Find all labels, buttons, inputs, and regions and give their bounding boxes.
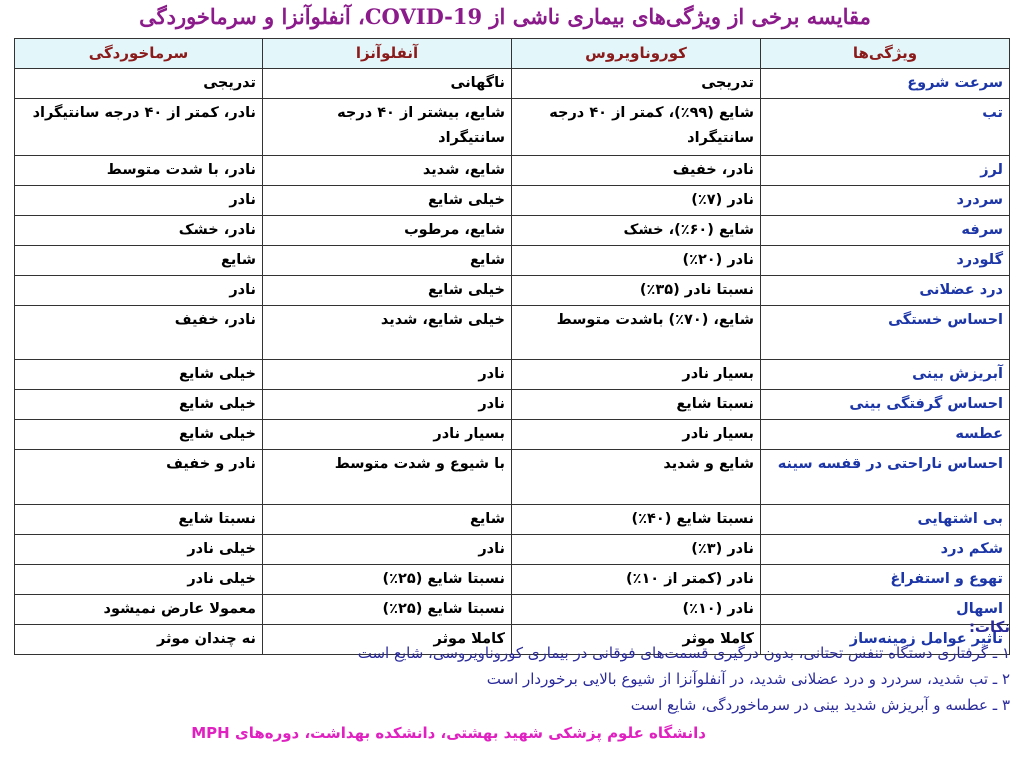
feature-cell: آبریزش بینی bbox=[761, 360, 1010, 390]
feature-cell: شکم درد bbox=[761, 535, 1010, 565]
table-row bbox=[15, 306, 1010, 360]
coronavirus-cell: شایع و شدید bbox=[512, 450, 761, 505]
coronavirus-cell: نادر، خفیف bbox=[512, 156, 761, 186]
document-title: مقایسه برخی از ویژگی‌های بیماری ناشی از COVID-19، آنفلوآنزا و سرماخوردگی bbox=[139, 4, 871, 29]
header-influenza: آنفلوآنزا bbox=[263, 39, 512, 69]
coronavirus-cell: شایع، (۷۰٪) باشدت متوسط bbox=[512, 306, 761, 360]
feature-cell: احساس خستگی bbox=[761, 306, 1010, 360]
notes-title: نکات: bbox=[968, 618, 1010, 636]
coronavirus-cell: شایع (۶۰٪)، خشک bbox=[512, 216, 761, 246]
influenza-cell: خیلی شایع bbox=[263, 186, 512, 216]
coronavirus-cell: نادر (۷٪) bbox=[512, 186, 761, 216]
header-features: ویژگی‌ها bbox=[761, 39, 1010, 69]
table-row bbox=[15, 216, 1010, 246]
coronavirus-cell: نادر (۲۰٪) bbox=[512, 246, 761, 276]
table-row bbox=[15, 246, 1010, 276]
table-row bbox=[15, 535, 1010, 565]
footer-credit: دانشگاه علوم پزشکی شهید بهشتی، دانشکده بهداشت، دوره‌های MPH bbox=[191, 724, 706, 742]
common-cold-cell: تدریجی bbox=[15, 69, 263, 99]
table-row bbox=[15, 99, 1010, 156]
influenza-cell: خیلی شایع bbox=[263, 276, 512, 306]
table-row bbox=[15, 565, 1010, 595]
common-cold-cell: نادر، کمتر از ۴۰ درجه سانتیگراد bbox=[15, 99, 263, 156]
common-cold-cell: نادر، خفیف bbox=[15, 306, 263, 360]
table-row bbox=[15, 505, 1010, 535]
feature-cell: لرز bbox=[761, 156, 1010, 186]
influenza-cell: شایع bbox=[263, 505, 512, 535]
feature-cell: سردرد bbox=[761, 186, 1010, 216]
common-cold-cell: خیلی شایع bbox=[15, 390, 263, 420]
influenza-cell: شایع، شدید bbox=[263, 156, 512, 186]
common-cold-cell: نسبتا شایع bbox=[15, 505, 263, 535]
influenza-cell: خیلی شایع، شدید bbox=[263, 306, 512, 360]
coronavirus-cell: تدریجی bbox=[512, 69, 761, 99]
header-common-cold: سرماخوردگی bbox=[15, 39, 263, 69]
common-cold-cell: خیلی نادر bbox=[15, 535, 263, 565]
note-item: ۳ ـ عطسه و آبریزش شدید بینی در سرماخوردگی، شایع است bbox=[630, 696, 1010, 714]
influenza-cell: با شیوع و شدت متوسط bbox=[263, 450, 512, 505]
table-header-row bbox=[15, 39, 1010, 69]
notes-section bbox=[20, 614, 1010, 718]
influenza-cell: شایع، مرطوب bbox=[263, 216, 512, 246]
table-row bbox=[15, 69, 1010, 99]
influenza-cell: بسیار نادر bbox=[263, 420, 512, 450]
common-cold-cell: خیلی شایع bbox=[15, 360, 263, 390]
note-item: ۲ ـ تب شدید، سردرد و درد عضلانی شدید، در آنفلوآنزا از شیوع بالایی برخوردار است bbox=[486, 670, 1010, 688]
table-row bbox=[15, 450, 1010, 505]
coronavirus-cell: نسبتا نادر (۳۵٪) bbox=[512, 276, 761, 306]
common-cold-cell: شایع bbox=[15, 246, 263, 276]
common-cold-cell: نادر bbox=[15, 276, 263, 306]
feature-cell: درد عضلانی bbox=[761, 276, 1010, 306]
feature-cell: تب bbox=[761, 99, 1010, 156]
influenza-cell: شایع، بیشتر از ۴۰ درجه سانتیگراد bbox=[263, 99, 512, 156]
feature-cell: عطسه bbox=[761, 420, 1010, 450]
common-cold-cell: معمولا عارض نمیشود bbox=[15, 595, 263, 625]
coronavirus-cell: نادر (۳٪) bbox=[512, 535, 761, 565]
influenza-cell: شایع bbox=[263, 246, 512, 276]
common-cold-cell: خیلی نادر bbox=[15, 565, 263, 595]
coronavirus-cell: بسیار نادر bbox=[512, 360, 761, 390]
influenza-cell: نادر bbox=[263, 360, 512, 390]
table-row bbox=[15, 420, 1010, 450]
comparison-table bbox=[14, 38, 1010, 655]
influenza-cell: ناگهانی bbox=[263, 69, 512, 99]
coronavirus-cell: نسبتا شایع (۴۰٪) bbox=[512, 505, 761, 535]
coronavirus-cell: شایع (۹۹٪)، کمتر از ۴۰ درجه سانتیگراد bbox=[512, 99, 761, 156]
feature-cell: اسهال bbox=[761, 595, 1010, 625]
table-row bbox=[15, 276, 1010, 306]
influenza-cell: نادر bbox=[263, 535, 512, 565]
influenza-cell: نسبتا شایع (۲۵٪) bbox=[263, 595, 512, 625]
influenza-cell: نادر bbox=[263, 390, 512, 420]
coronavirus-cell: نادر (۱۰٪) bbox=[512, 595, 761, 625]
common-cold-cell: نادر و خفیف bbox=[15, 450, 263, 505]
table-row bbox=[15, 360, 1010, 390]
table-row bbox=[15, 186, 1010, 216]
feature-cell: تاثیر عوامل زمینه‌ساز bbox=[761, 625, 1010, 655]
influenza-cell: نسبتا شایع (۲۵٪) bbox=[263, 565, 512, 595]
coronavirus-cell: کاملا موثر bbox=[512, 625, 761, 655]
note-item: ۱ ـ گرفتاری دستگاه تنفس تحتانی، بدون درگیری قسمت‌های فوقانی در بیماری کوروناویروسی، شایع است bbox=[357, 644, 1010, 662]
feature-cell: سرفه bbox=[761, 216, 1010, 246]
common-cold-cell: نادر bbox=[15, 186, 263, 216]
feature-cell: احساس ناراحتی در قفسه سینه bbox=[761, 450, 1010, 505]
feature-cell: گلودرد bbox=[761, 246, 1010, 276]
coronavirus-cell: نسبتا شایع bbox=[512, 390, 761, 420]
common-cold-cell: نه چندان موثر bbox=[15, 625, 263, 655]
header-coronavirus: کوروناویروس bbox=[512, 39, 761, 69]
feature-cell: احساس گرفتگی بینی bbox=[761, 390, 1010, 420]
common-cold-cell: نادر، خشک bbox=[15, 216, 263, 246]
feature-cell: تهوع و استفراغ bbox=[761, 565, 1010, 595]
coronavirus-cell: نادر (کمتر از ۱۰٪) bbox=[512, 565, 761, 595]
common-cold-cell: نادر، با شدت متوسط bbox=[15, 156, 263, 186]
common-cold-cell: خیلی شایع bbox=[15, 420, 263, 450]
feature-cell: بی اشتهایی bbox=[761, 505, 1010, 535]
table-row bbox=[15, 390, 1010, 420]
table-row bbox=[15, 156, 1010, 186]
influenza-cell: کاملا موثر bbox=[263, 625, 512, 655]
coronavirus-cell: بسیار نادر bbox=[512, 420, 761, 450]
feature-cell: سرعت شروع bbox=[761, 69, 1010, 99]
